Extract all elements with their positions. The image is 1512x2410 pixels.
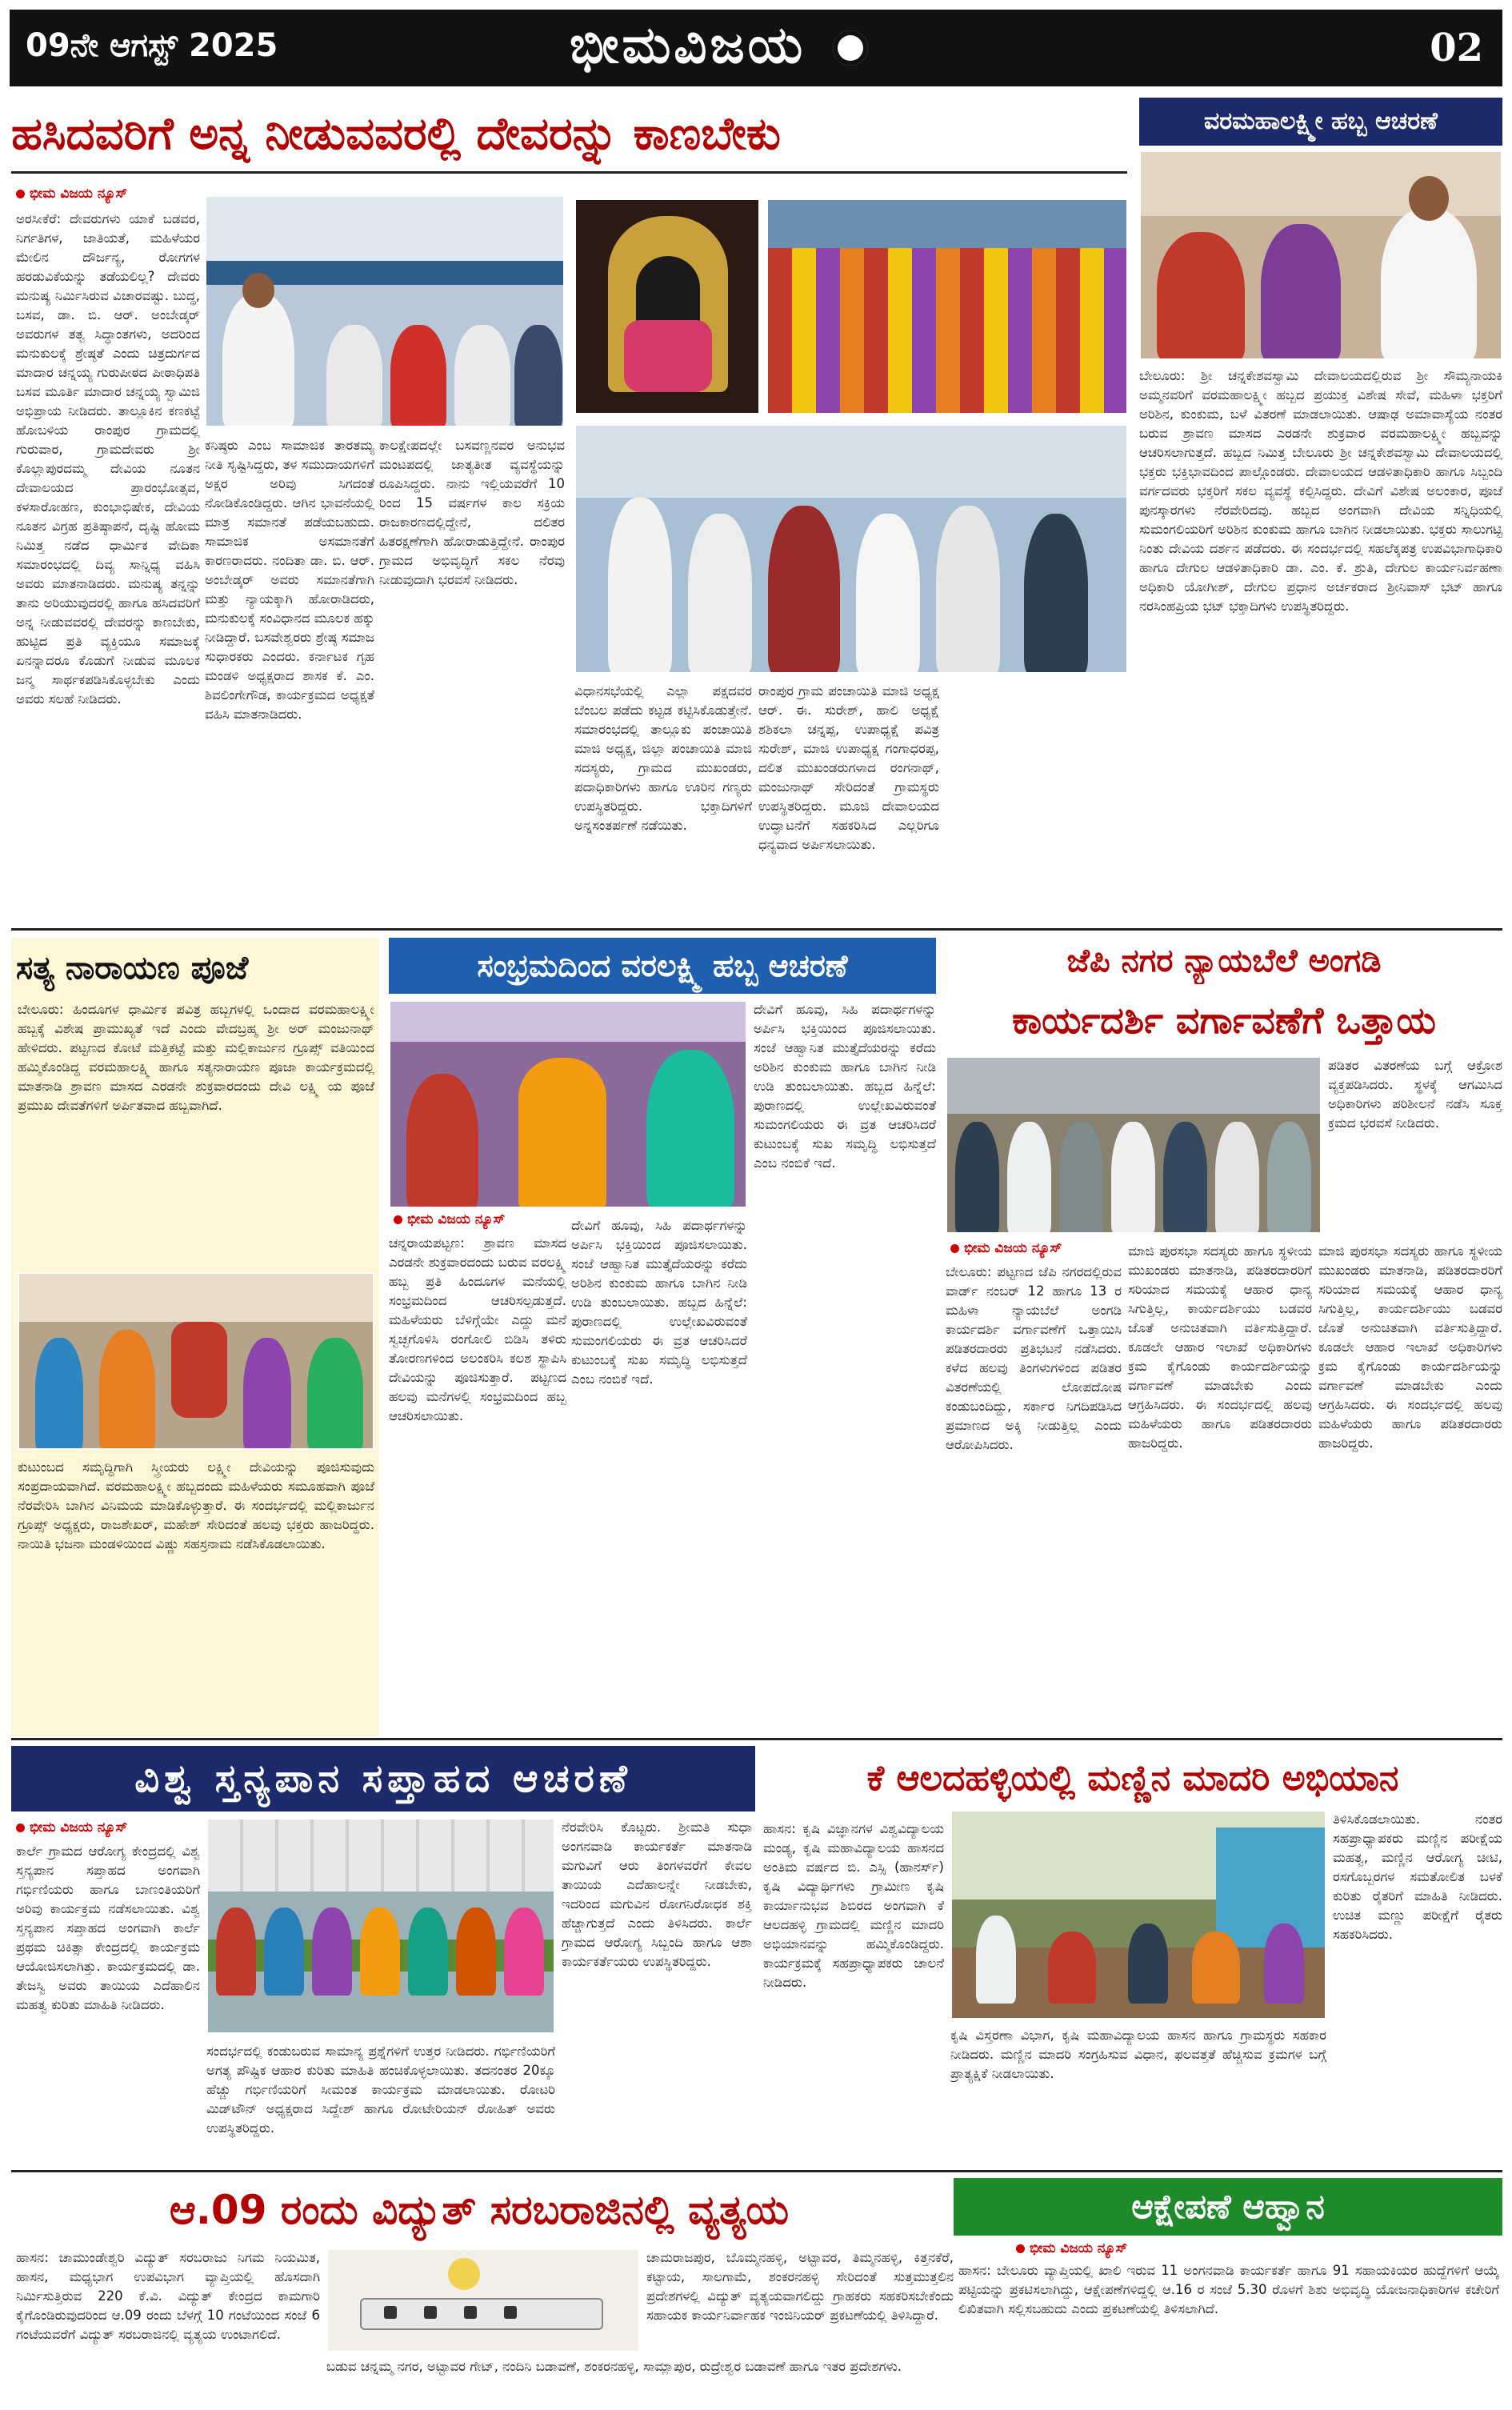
story6-col2: ನೆರವೇರಿಸಿ ಕೊಟ್ಟರು. ಶ್ರೀಮತಿ ಸುಧಾ ಅಂಗನವಾಡಿ ಕಾರ್ಯಕರ್ತೆ ಮಾತನಾಡಿ ಮಗುವಿಗೆ ಆರು ತಿಂಗಳವರೆಗೆ ಕೇವಲ ತಾಯಿಯ ಎದೆಹಾಲನ್ನೇ ನೀಡಬೇಕು, ಇದರಿಂದ ಮಗುವಿನ ರೋಗನಿರೋಧಕ ಶಕ್ತಿ ಹೆಚ್ಚಾಗುತ್ತದೆ ಎಂದು ತಿಳಿಸಿದರು. ಕಾರ್ಲೆ ಗ್ರಾಮದ ಆರೋಗ್ಯ ಸಿಬ್ಬಂದಿ ಹಾಗೂ ಆಶಾ ಕಾರ್ಯಕರ್ತೆಯರು ಉಪಸ್ಥಿತರಿದ್ದರು.	[562, 1820, 752, 1969]
story7-bottom: ಕೃಷಿ ವಿಸ್ತರಣಾ ವಿಭಾಗ, ಕೃಷಿ ಮಹಾವಿದ್ಯಾಲಯ ಹಾಸನ ಹಾಗೂ ಗ್ರಾಮಸ್ಥರು ಸಹಕಾರ ನೀಡಿದರು. ಮಣ್ಣಿನ ಮಾದರಿ ಸಂಗ್ರಹಿಸುವ ವಿಧಾನ, ಫಲವತ್ತತೆ ಹೆಚ್ಚಿಸುವ ಕ್ರಮಗಳ ಬಗ್ಗೆ ಪ್ರಾತ್ಯಕ್ಷಿಕೆ ನೀಡಲಾಯಿತು.	[950, 2028, 1326, 2081]
page-number: 02	[1430, 26, 1483, 70]
story5-col3: ಮಾಜಿ ಪುರಸಭಾ ಸದಸ್ಯರು ಹಾಗೂ ಸ್ಥಳೀಯ ಮುಖಂಡರು ಮಾತನಾಡಿ, ಪಡಿತರದಾರರಿಗೆ ಸರಿಯಾದ ಸಮಯಕ್ಕೆ ಆಹಾರ ಧಾನ್ಯ ಸಿಗುತ್ತಿಲ್ಲ, ಕಾರ್ಯದರ್ಶಿಯು ಬಡವರ ಜೊತೆ ಅನುಚಿತವಾಗಿ ವರ್ತಿಸುತ್ತಿದ್ದಾರೆ. ಕೂಡಲೇ ಆಹಾರ ಇಲಾಖೆ ಅಧಿಕಾರಿಗಳು ಕ್ರಮ ಕೈಗೊಂಡು ಕಾರ್ಯದರ್ಶಿಯನ್ನು ವರ್ಗಾವಣೆ ಮಾಡಬೇಕು ಎಂದು ಆಗ್ರಹಿಸಿದರು. ಈ ಸಂದರ್ಭದಲ್ಲಿ ಹಲವು ಮಹಿಳೆಯರು ಹಾಗೂ ಪಡಿತರದಾರರು ಹಾಜರಿದ್ದರು.	[1318, 1243, 1502, 1451]
newspaper-name	[570, 16, 874, 75]
section-rule-3	[11, 2170, 1502, 2172]
story1-photo-crowd	[766, 198, 1128, 414]
byline-label: ಭೀಮ ವಿಜಯ ನ್ಯೂಸ್	[964, 1240, 1062, 1256]
story7-headline: ಕೆ ಆಲದಹಳ್ಳಿಯಲ್ಲಿ ಮಣ್ಣಿನ ಮಾದರಿ ಅಭಿಯಾನ	[866, 1758, 1399, 1799]
bullet-icon	[16, 1824, 25, 1832]
story8-strip: ಬಡುವ ಚನ್ನಮ್ಮ ನಗರ, ಅಟ್ಟಾವರ ಗೇಟ್, ನಂದಿನಿ ಬಡಾವಣೆ, ಶಂಕರನಹಳ್ಳಿ, ಸಾಮ್ಲಾಪುರ, ರುದ್ರೇಶ್ವರ ಬಡಾವಣೆ ಹಾಗೂ ಇತರ ಪ್ರದೇಶಗಳು.	[326, 2359, 902, 2374]
story1-col4: ವಿಧಾನಸಭೆಯಲ್ಲಿ ಎಲ್ಲಾ ಪಕ್ಷದವರ ಬೆಂಬಲ ಪಡೆದು ಕಟ್ಟಡ ಕಟ್ಟಿಸಿಕೊಡುತ್ತೇನೆ. ಸಮಾರಂಭದಲ್ಲಿ ತಾಲ್ಲೂಕು ಪಂಚಾಯಿತಿ ಮಾಜಿ ಅಧ್ಯಕ್ಷ, ಜಿಲ್ಲಾ ಪಂಚಾಯಿತಿ ಮಾಜಿ ಸದಸ್ಯರು, ಗ್ರಾಮದ ಮುಖಂಡರು, ಪದಾಧಿಕಾರಿಗಳು ಹಾಗೂ ಊರಿನ ಗಣ್ಯರು ಉಪಸ್ಥಿತರಿದ್ದರು. ಭಕ್ತಾದಿಗಳಿಗೆ ಅನ್ನಸಂತರ್ಪಣೆ ನಡೆಯಿತು.	[574, 683, 752, 833]
byline-label: ಭೀಮ ವಿಜಯ ನ್ಯೂಸ್	[30, 1820, 128, 1836]
bullet-icon	[394, 1215, 402, 1224]
story8-col2: ಚಾಮರಾಜಪುರ, ಬೊಮ್ಮನಹಳ್ಳಿ, ಅಟ್ಟಾವರ, ತಿಮ್ಮನಹಳ್ಳಿ, ಕಿತ್ತನಕೆರೆ, ಕಟ್ಟಾಯ, ಸಾಲಗಾಮೆ, ಶಂಕರನಹಳ್ಳಿ ಸೇರಿದಂತೆ ಸುತ್ತಮುತ್ತಲಿನ ಪ್ರದೇಶಗಳಲ್ಲಿ ವಿದ್ಯುತ್ ವ್ಯತ್ಯಯವಾಗಲಿದ್ದು ಗ್ರಾಹಕರು ಸಹಕರಿಸಬೇಕೆಂದು ಸಹಾಯಕ ಕಾರ್ಯನಿರ್ವಾಹಕ ಇಂಜಿನಿಯರ್ ಪ್ರಕಟಣೆಯಲ್ಲಿ ತಿಳಿಸಿದ್ದಾರೆ.	[646, 2250, 954, 2323]
story1-photo-felicitation	[574, 424, 1128, 674]
bullet-icon	[16, 190, 25, 198]
byline-label: ಭೀಮ ವಿಜಯ ನ್ಯೂಸ್	[407, 1211, 506, 1227]
bullet-icon	[950, 1244, 959, 1253]
story3-headline: ಸತ್ಯ ನಾರಾಯಣ ಪೂಜೆ	[16, 950, 249, 987]
story1-col3: ಕಾಲಕ್ಷೇಪದಲ್ಲೇ ಬಸವಣ್ಣನವರ ಅನುಭವ ಮಂಟಪದಲ್ಲಿ ಜಾತ್ಯತೀತ ವ್ಯವಸ್ಥೆಯನ್ನು ರೂಪಿಸಿದ್ದರು. ನಾನು ಇಲ್ಲಿಯವರೆಗೆ 10 ರಿಂದ 15 ವರ್ಷಗಳ ಕಾಲ ಸಕ್ರಿಯ ರಾಜಕಾರಣದಲ್ಲಿದ್ದೇನೆ, ದಲಿತರ ಹಿತರಕ್ಷಣೆಗಾಗಿ ಹೋರಾಡುತ್ತಿದ್ದೇನೆ. ರಾಂಪುರ ಗ್ರಾಮದ ಅಭಿವೃದ್ಧಿಗೆ ಸಕಲ ನೆರವು ನೀಡುವುದಾಗಿ ಭರವಸೆ ನೀಡಿದರು.	[379, 438, 565, 587]
story1-byline	[16, 186, 127, 202]
story2-body: ಬೇಲೂರು: ಶ್ರೀ ಚನ್ನಕೇಶವಸ್ವಾಮಿ ದೇವಾಲಯದಲ್ಲಿರುವ ಶ್ರೀ ಸೌಮ್ಯನಾಯಕಿ ಅಮ್ಮನವರಿಗೆ ವರಮಹಾಲಕ್ಷ್ಮೀ ಹಬ್ಬದ ಪ್ರಯುಕ್ತ ವಿಶೇಷ ಸೇವೆ, ಮಹಿಳಾ ಭಕ್ತರಿಗೆ ಅರಿಶಿನ, ಕುಂಕುಮ, ಬಳೆ ವಿತರಣೆ ಮಾಡಲಾಯಿತು. ಆಷಾಢ ಅಮಾವಾಸ್ಯೆಯ ನಂತರ ಬರುವ ಶ್ರಾವಣ ಮಾಸದ ಎರಡನೇ ಶುಕ್ರವಾರ ವರಮಹಾಲಕ್ಷ್ಮೀ ಹಬ್ಬವನ್ನು ಆಚರಿಸಲಾಗುತ್ತದೆ. ಹಬ್ಬದ ನಿಮಿತ್ತ ಬೇಲೂರು ಶ್ರೀ ಚನ್ನಕೇಶವಸ್ವಾಮಿ ದೇವಾಲಯದಲ್ಲಿ ಭಕ್ತರು ಭಕ್ತಿಭಾವದಿಂದ ಪಾಲ್ಗೊಂಡರು. ದೇವಾಲಯದ ಆಡಳಿತಾಧಿಕಾರಿ ಹಾಗೂ ಸಿಬ್ಬಂದಿ ವರ್ಗದವರು ಭಕ್ತರಿಗೆ ಸಕಲ ವ್ಯವಸ್ಥೆ ಕಲ್ಪಿಸಿದ್ದರು. ದೇವಿಗೆ ವಿಶೇಷ ಅಲಂಕಾರ, ಪೂಜೆ ಪುನಸ್ಕಾರಗಳು ನೆರವೇರಿದವು. ಹಬ್ಬದ ಅಂಗವಾಗಿ ದೇವಿಯ ಸನ್ನಿಧಿಯಲ್ಲಿ ಸುಮಂಗಲಿಯರಿಗೆ ಅರಿಶಿನ ಕುಂಕುಮ ಹಾಗೂ ಬಾಗಿನ ನೀಡಲಾಯಿತು. ಭಕ್ತರು ಸಾಲುಗಟ್ಟಿ ನಿಂತು ದೇವಿಯ ದರ್ಶನ ಪಡೆದರು. ಈ ಸಂದರ್ಭದಲ್ಲಿ ಸಹಲೆಕ್ಕಪತ್ರ ಉಪವಿಭಾಗಾಧಿಕಾರಿ ಹಾಗೂ ದೇಗುಲ ಆಡಳಿತಾಧಿಕಾರಿ ಡಾ. ಎಂ. ಕೆ. ಶ್ರುತಿ, ದೇಗುಲ ಕಾರ್ಯನಿರ್ವಹಣಾ ಅಧಿಕಾರಿ ಯೋಗೀಶ್, ದೇಗುಲ ಪ್ರಧಾನ ಅರ್ಚಕರಾದ ಶ್ರೀನಿವಾಸ್ ಭಟ್ ಹಾಗೂ ನರಸಿಂಹಪ್ರಿಯ ಭಟ್ ಭಕ್ತಾದಿಗಳು ಉಪಸ್ಥಿತರಿದ್ದರು.	[1139, 368, 1502, 614]
newspaper-name-text: ಭೀಮವಿಜಯ	[570, 16, 806, 75]
story1-col2: ಕನಿಷ್ಠರು ಎಂಬ ಸಾಮಾಜಿಕ ತಾರತಮ್ಯ ನೀತಿ ಸೃಷ್ಟಿಸಿದ್ದರು, ತಳ ಸಮುದಾಯಗಳಿಗೆ ಅಕ್ಷರ ಅರಿವು ಸಿಗದಂತೆ ನೋಡಿಕೊಂಡಿದ್ದರು. ಆಗಿನ ಭಾವನೆಯಲ್ಲಿ ಮಾತ್ರ ಸಮಾನತೆ ಪಡೆಯಬಹುದು. ಸಾಮಾಜಿಕ ಅಸಮಾನತೆಗೆ ಕಾರಣರಾದರು. ನಂದಿತಾ ಡಾ. ಬಿ. ಆರ್. ಅಂಬೇಡ್ಕರ್ ಅವರು ಸಮಾನತೆಗಾಗಿ ಮತ್ತು ನ್ಯಾಯಕ್ಕಾಗಿ ಹೋರಾಡಿದರು, ಮನುಕುಲಕ್ಕೆ ಸಂವಿಧಾನದ ಮೂಲಕ ಹಕ್ಕು ನೀಡಿದ್ದಾರೆ. ಬಸವೇಶ್ವರರು ಶ್ರೇಷ್ಠ ಸಮಾಜ ಸುಧಾರಕರು ಎಂದರು. ಕರ್ನಾಟಕ ಗೃಹ ಮಂಡಳಿ ಅಧ್ಯಕ್ಷರಾದ ಶಾಸಕ ಕೆ. ಎಂ. ಶಿವಲಿಂಗೇಗೌಡ, ಕಾರ್ಯಕ್ರಮದ ಅಧ್ಯಕ್ಷತೆ ವಹಿಸಿ ಮಾತನಾಡಿದರು.	[205, 438, 374, 722]
story1-photo-deity	[574, 198, 760, 414]
section-rule-1	[11, 928, 1502, 931]
story6-byline	[16, 1820, 127, 1836]
story4-headline: ಸಂಭ್ರಮದಿಂದ ವರಲಕ್ಷ್ಮಿ ಹಬ್ಬ ಆಚರಣೆ	[389, 938, 936, 994]
story5-col1: ಬೇಲೂರು: ಪಟ್ಟಣದ ಜೆಪಿ ನಗರದಲ್ಲಿರುವ ವಾರ್ಡ್ ನಂಬರ್ 12 ಹಾಗೂ 13 ರ ಮಹಿಳಾ ನ್ಯಾಯಬೆಲೆ ಅಂಗಡಿ ಕಾರ್ಯದರ್ಶಿ ವರ್ಗಾವಣೆಗೆ ಒತ್ತಾಯಿಸಿ ಪಡಿತರದಾರರು ಪ್ರತಿಭಟನೆ ನಡೆಸಿದರು. ಕಳೆದ ಹಲವು ತಿಂಗಳುಗಳಿಂದ ಪಡಿತರ ವಿತರಣೆಯಲ್ಲಿ ಲೋಪದೋಷ ಕಂಡುಬಂದಿದ್ದು, ಸರ್ಕಾರ ನಿಗದಿಪಡಿಸಿದ ಪ್ರಮಾಣದ ಅಕ್ಕಿ ನೀಡುತ್ತಿಲ್ಲ ಎಂದು ಆರೋಪಿಸಿದರು.	[946, 1264, 1122, 1452]
story4-photo	[389, 1000, 747, 1208]
story4-col1: ಚನ್ನರಾಯಪಟ್ಟಣ: ಶ್ರಾವಣ ಮಾಸದ ಎರಡನೇ ಶುಕ್ರವಾರದಂದು ಬರುವ ವರಲಕ್ಷ್ಮಿ ಹಬ್ಬ ಪ್ರತಿ ಹಿಂದೂಗಳ ಮನೆಯಲ್ಲಿ ಸಂಭ್ರಮದಿಂದ ಆಚರಿಸಲ್ಪಡುತ್ತದೆ. ಮಹಿಳೆಯರು ಬೆಳಿಗ್ಗೆಯೇ ಎದ್ದು ಮನೆ ಸ್ವಚ್ಛಗೊಳಿಸಿ ರಂಗೋಲಿ ಬಿಡಿಸಿ ತಳಿರು ತೋರಣಗಳಿಂದ ಅಲಂಕರಿಸಿ ಕಲಶ ಸ್ಥಾಪಿಸಿ ದೇವಿಯನ್ನು ಪೂಜಿಸುತ್ತಾರೆ. ಪಟ್ಟಣದ ಹಲವು ಮನೆಗಳಲ್ಲಿ ಸಂಭ್ರಮದಿಂದ ಹಬ್ಬ ಆಚರಿಸಲಾಯಿತು.	[389, 1235, 566, 1423]
story1-headline: ಹಸಿದವರಿಗೆ ಅನ್ನ ನೀಡುವವರಲ್ಲಿ ದೇವರನ್ನು ಕಾಣಬೇಕು	[11, 108, 781, 160]
story5-byline	[950, 1240, 1062, 1256]
bullet-icon	[1016, 2244, 1025, 2253]
story4-byline	[394, 1211, 505, 1227]
story2-headline: ವರಮಹಾಲಕ್ಷ್ಮೀ ಹಬ್ಬ ಆಚರಣೆ	[1139, 98, 1502, 146]
story5-headline-line2: ಕಾರ್ಯದರ್ಶಿ ವರ್ಗಾವಣೆಗೆ ಒತ್ತಾಯ	[1012, 999, 1436, 1042]
byline-label: ಭೀಮ ವಿಜಯ ನ್ಯೂಸ್	[30, 186, 128, 202]
story8-col1: ಹಾಸನ: ಚಾಮುಂಡೇಶ್ವರಿ ವಿದ್ಯುತ್ ಸರಬರಾಜು ನಿಗಮ ನಿಯಮಿತ, ಹಾಸನ, ಮಧ್ಯಭಾಗ ಉಪವಿಭಾಗ ವ್ಯಾಪ್ತಿಯಲ್ಲಿ ಹೊಸದಾಗಿ ನಿರ್ಮಿಸುತ್ತಿರುವ 220 ಕೆ.ವಿ. ವಿದ್ಯುತ್ ಕೇಂದ್ರದ ಕಾಮಗಾರಿ ಕೈಗೊಂಡಿರುವುದರಿಂದ ಆ.09 ರಂದು ಬೆಳಗ್ಗೆ 10 ಗಂಟೆಯಿಂದ ಸಂಜೆ 6 ಗಂಟೆಯವರೆಗೆ ವಿದ್ಯುತ್ ಸರಬರಾಜಿನಲ್ಲಿ ವ್ಯತ್ಯಯ ಉಂಟಾಗಲಿದೆ.	[16, 2250, 320, 2342]
story5-top: ಪಡಿತರ ವಿತರಣೆಯ ಬಗ್ಗೆ ಆಕ್ರೋಶ ವ್ಯಕ್ತಪಡಿಸಿದರು. ಸ್ಥಳಕ್ಕೆ ಆಗಮಿಸಿದ ಅಧಿಕಾರಿಗಳು ಪರಿಶೀಲನೆ ನಡೆಸಿ ಸೂಕ್ತ ಕ್ರಮದ ಭರವಸೆ ನೀಡಿದರು.	[1328, 1058, 1502, 1131]
story3-body2: ಕುಟುಂಬದ ಸಮೃದ್ಧಿಗಾಗಿ ಸ್ತ್ರೀಯರು ಲಕ್ಷ್ಮೀ ದೇವಿಯನ್ನು ಪೂಜಿಸುವುದು ಸಂಪ್ರದಾಯವಾಗಿದೆ. ವರಮಹಾಲಕ್ಷ್ಮೀ ಹಬ್ಬದಂದು ಮಹಿಳೆಯರು ಸಮೂಹವಾಗಿ ಪೂಜೆ ನೆರವೇರಿಸಿ ಬಾಗಿನ ವಿನಿಮಯ ಮಾಡಿಕೊಳ್ಳುತ್ತಾರೆ. ಈ ಸಂದರ್ಭದಲ್ಲಿ ಮಲ್ಲಿಕಾರ್ಜುನ ಗ್ರೂಪ್ಸ್ ಅಧ್ಯಕ್ಷರು, ರಾಜಶೇಖರ್, ಮಹೇಶ್ ಸೇರಿದಂತೆ ಹಲವು ಭಕ್ತರು ಹಾಜರಿದ್ದರು. ನಾಯಿತಿ ಭಜನಾ ಮಂಡಳಿಯಿಂದ ವಿಷ್ಣು ಸಹಸ್ರನಾಮ ನಡೆಸಿಕೊಡಲಾಯಿತು.	[18, 1459, 374, 1551]
chakra-logo-icon	[833, 30, 868, 66]
story6-col1: ಕಾರ್ಲೆ ಗ್ರಾಮದ ಆರೋಗ್ಯ ಕೇಂದ್ರದಲ್ಲಿ ವಿಶ್ವ ಸ್ತನ್ಯಪಾನ ಸಪ್ತಾಹದ ಅಂಗವಾಗಿ ಗರ್ಭಿಣಿಯರು ಹಾಗೂ ಬಾಣಂತಿಯರಿಗೆ ಅರಿವು ಕಾರ್ಯಕ್ರಮ ನಡೆಸಲಾಯಿತು. ವಿಶ್ವ ಸ್ತನ್ಯಪಾನ ಸಪ್ತಾಹದ ಅಂಗವಾಗಿ ಕಾರ್ಲೆ ಪ್ರಥಮ ಚಿಕಿತ್ಸಾ ಕೇಂದ್ರದಲ್ಲಿ ಕಾರ್ಯಕ್ರಮ ಆಯೋಜಿಸಲಾಗಿತ್ತು. ಕಾರ್ಯಕ್ರಮದಲ್ಲಿ ಡಾ. ತೇಜಸ್ವಿ ಅವರು ತಾಯಿಯ ಎದೆಹಾಲಿನ ಮಹತ್ವ ಕುರಿತು ಮಾಹಿತಿ ನೀಡಿದರು.	[16, 1844, 200, 2012]
story2-photo	[1139, 150, 1502, 360]
story4-col2: ದೇವಿಗೆ ಹೂವು, ಸಿಹಿ ಪದಾರ್ಥಗಳನ್ನು ಅರ್ಪಿಸಿ ಭಕ್ತಿಯಿಂದ ಪೂಜಿಸಲಾಯಿತು. ಸಂಜೆ ಆಹ್ವಾನಿತ ಮುತ್ತೈದೆಯರನ್ನು ಕರೆದು ಅರಿಶಿನ ಕುಂಕುಮ ಹಾಗೂ ಬಾಗಿನ ನೀಡಿ ಉಡಿ ತುಂಬಲಾಯಿತು. ಹಬ್ಬದ ಹಿನ್ನೆಲೆ: ಪುರಾಣದಲ್ಲಿ ಉಲ್ಲೇಖವಿರುವಂತೆ ಸುಮಂಗಲಿಯರು ಈ ವ್ರತ ಆಚರಿಸಿದರೆ ಕುಟುಂಬಕ್ಕೆ ಸುಖ ಸಮೃದ್ಧಿ ಲಭಿಸುತ್ತದೆ ಎಂಬ ನಂಬಿಕೆ ಇದೆ.	[571, 1218, 747, 1387]
story6-photo	[206, 1818, 555, 2034]
story4-col3: ದೇವಿಗೆ ಹೂವು, ಸಿಹಿ ಪದಾರ್ಥಗಳನ್ನು ಅರ್ಪಿಸಿ ಭಕ್ತಿಯಿಂದ ಪೂಜಿಸಲಾಯಿತು. ಸಂಜೆ ಆಹ್ವಾನಿತ ಮುತ್ತೈದೆಯರನ್ನು ಕರೆದು ಅರಿಶಿನ ಕುಂಕುಮ ಹಾಗೂ ಬಾಗಿನ ನೀಡಿ ಉಡಿ ತುಂಬಲಾಯಿತು. ಹಬ್ಬದ ಹಿನ್ನೆಲೆ: ಪುರಾಣದಲ್ಲಿ ಉಲ್ಲೇಖವಿರುವಂತೆ ಸುಮಂಗಲಿಯರು ಈ ವ್ರತ ಆಚರಿಸಿದರೆ ಕುಟುಂಬಕ್ಕೆ ಸುಖ ಸಮೃದ್ಧಿ ಲಭಿಸುತ್ತದೆ ಎಂಬ ನಂಬಿಕೆ ಇದೆ.	[754, 1002, 936, 1171]
section-rule-2	[11, 1738, 1502, 1740]
power-cut-illustration	[326, 2248, 640, 2352]
story5-col2: ಮಾಜಿ ಪುರಸಭಾ ಸದಸ್ಯರು ಹಾಗೂ ಸ್ಥಳೀಯ ಮುಖಂಡರು ಮಾತನಾಡಿ, ಪಡಿತರದಾರರಿಗೆ ಸರಿಯಾದ ಸಮಯಕ್ಕೆ ಆಹಾರ ಧಾನ್ಯ ಸಿಗುತ್ತಿಲ್ಲ, ಕಾರ್ಯದರ್ಶಿಯು ಬಡವರ ಜೊತೆ ಅನುಚಿತವಾಗಿ ವರ್ತಿಸುತ್ತಿದ್ದಾರೆ. ಕೂಡಲೇ ಆಹಾರ ಇಲಾಖೆ ಅಧಿಕಾರಿಗಳು ಕ್ರಮ ಕೈಗೊಂಡು ಕಾರ್ಯದರ್ಶಿಯನ್ನು ವರ್ಗಾವಣೆ ಮಾಡಬೇಕು ಎಂದು ಆಗ್ರಹಿಸಿದರು. ಈ ಸಂದರ್ಭದಲ್ಲಿ ಹಲವು ಮಹಿಳೆಯರು ಹಾಗೂ ಪಡಿತರದಾರರು ಹಾಜರಿದ್ದರು.	[1128, 1243, 1312, 1451]
story5-photo	[946, 1056, 1322, 1234]
story8-headline: ಆ.09 ರಂದು ವಿದ್ಯುತ್ ಸರಬರಾಜಿನಲ್ಲಿ ವ್ಯತ್ಯಯ	[169, 2187, 790, 2233]
story9-body: ಹಾಸನ: ಬೇಲೂರು ವ್ಯಾಪ್ತಿಯಲ್ಲಿ ಖಾಲಿ ಇರುವ 11 ಅಂಗನವಾಡಿ ಕಾರ್ಯಕರ್ತೆ ಹಾಗೂ 91 ಸಹಾಯಕಿಯರ ಹುದ್ದೆಗಳಿಗೆ ಆಯ್ಕೆ ಪಟ್ಟಿಯನ್ನು ಪ್ರಕಟಿಸಲಾಗಿದ್ದು, ಆಕ್ಷೇಪಣೆಗಳಿದ್ದಲ್ಲಿ ಆ.16 ರ ಸಂಜೆ 5.30 ರೊಳಗೆ ಶಿಶು ಅಭಿವೃದ್ಧಿ ಯೋಜನಾಧಿಕಾರಿಗಳ ಕಚೇರಿಗೆ ಲಿಖಿತವಾಗಿ ಸಲ್ಲಿಸಬಹುದು ಎಂದು ಪ್ರಕಟಣೆಯಲ್ಲಿ ತಿಳಿಸಲಾಗಿದೆ.	[958, 2263, 1499, 2316]
byline-label: ಭೀಮ ವಿಜಯ ನ್ಯೂಸ್	[1030, 2240, 1128, 2256]
story6-headline: ವಿಶ್ವ ಸ್ತನ್ಯಪಾನ ಸಪ್ತಾಹದ ಆಚರಣೆ	[11, 1746, 755, 1812]
story7-col1: ಹಾಸನ: ಕೃಷಿ ವಿಜ್ಞಾನಗಳ ವಿಶ್ವವಿದ್ಯಾಲಯ ಮಂಡ್ಯ, ಕೃಷಿ ಮಹಾವಿದ್ಯಾಲಯ ಹಾಸನದ ಅಂತಿಮ ವರ್ಷದ ಬಿ. ಎಸ್ಸಿ (ಹಾನರ್ಸ್) ಕೃಷಿ ವಿದ್ಯಾರ್ಥಿಗಳು ಗ್ರಾಮೀಣ ಕೃಷಿ ಕಾರ್ಯಾನುಭವ ಶಿಬಿರದ ಅಂಗವಾಗಿ ಕೆ ಆಲದಹಳ್ಳಿ ಗ್ರಾಮದಲ್ಲಿ ಮಣ್ಣಿನ ಮಾದರಿ ಅಭಿಯಾನವನ್ನು ಹಮ್ಮಿಕೊಂಡಿದ್ದರು. ಕಾರ್ಯಕ್ರಮಕ್ಕೆ ಸಹಪ್ರಾಧ್ಯಾಪಕರು ಚಾಲನೆ ನೀಡಿದರು.	[763, 1821, 944, 1990]
story1-col1: ಅರಸೀಕೆರೆ: ದೇವರುಗಳು ಯಾಕೆ ಬಡವರ, ನಿರ್ಗತಿಗಳ, ಜಾತಿಯತೆ, ಮಹಿಳೆಯರ ಮೇಲಿನ ದೌರ್ಜನ್ಯ, ರೋಗಗಳ ಹರಡುವಿಕೆಯನ್ನು ತಡೆಯಲಿಲ್ಲ? ದೇವರು ಮನುಷ್ಯ ನಿರ್ಮಿಸಿರುವ ವಿಚಾರವಷ್ಟು. ಬುದ್ಧ, ಬಸವ, ಡಾ. ಬಿ. ಆರ್. ಅಂಬೇಡ್ಕರ್ ಅವರುಗಳ ತತ್ವ ಸಿದ್ಧಾಂತಗಳು, ಅದರಿಂದ ಮನುಕುಲಕ್ಕೆ ಶ್ರೇಷ್ಠತೆ ಎಂದು ಚಿತ್ರದುರ್ಗದ ಮಾದಾರ ಚನ್ನಯ್ಯ ಗುರುಪೀಠದ ಪೀಠಾಧಿಪತಿ ಬಸವ ಮೂರ್ತಿ ಮಾದಾರ ಚನ್ನಯ್ಯ ಸ್ವಾಮಿಜಿ ಅಭಿಪ್ರಾಯ ನೀಡಿದರು. ತಾಲ್ಲೂಕಿನ ಕಣಕಟ್ಟೆ ಹೋಬಳಿಯ ರಾಂಪುರ ಗ್ರಾಮದಲ್ಲಿ ಗುರುವಾರ, ಗ್ರಾಮದೇವರು ಶ್ರೀ ಕೊಲ್ಲಾಪುರದಮ್ಮ ದೇವಿಯ ನೂತನ ದೇವಾಲಯದ ಪ್ರಾರಂಭೋತ್ಸವ, ಕಳಸಾರೋಹಣ, ಕುಂಭಾಭಿಷೇಕ, ದೇವಿಯ ನೂತನ ವಿಗ್ರಹ ಪ್ರತಿಷ್ಠಾಪನೆ, ದೃಷ್ಟಿ ಹೋಮ ನಿಮಿತ್ತ ನಡೆದ ಧಾರ್ಮಿಕ ವೇದಿಕಾ ಸಮಾರಂಭದಲ್ಲಿ ದಿವ್ಯ ಸಾನ್ನಿಧ್ಯ ವಹಿಸಿ ಅವರು ಮಾತನಾಡಿದರು. ಮನುಷ್ಯ ತನ್ನನ್ನು ತಾನು ಅರಿಯುವುದರಲ್ಲಿ ಹಾಗೂ ಹಸಿದವರಿಗೆ ಅನ್ನ ನೀಡುವವರಲ್ಲಿ ದೇವರನ್ನು ಕಾಣಬೇಕು, ಹುಟ್ಟಿದ ಪ್ರತಿ ವ್ಯಕ್ತಿಯೂ ಸಮಾಜಕ್ಕೆ ಏನನ್ನಾದರೂ ಕೊಡುಗೆ ನೀಡುವ ಮೂಲಕ ಜನ್ಮ ಸಾರ್ಥಕಪಡಿಸಿಕೊಳ್ಳಬೇಕು ಎಂದು ಅವರು ಸಲಹೆ ನೀಡಿದರು.	[16, 211, 200, 707]
story1-photo-stage	[205, 195, 565, 427]
story5-headline-line1: ಜೆಪಿ ನಗರ ನ್ಯಾಯಬೆಲೆ ಅಂಗಡಿ	[1066, 943, 1382, 979]
story9-headline: ಆಕ್ಷೇಪಣೆ ಆಹ್ವಾನ	[954, 2178, 1502, 2236]
story3-photo	[18, 1272, 374, 1450]
story1-rule	[11, 171, 1127, 174]
masthead	[10, 10, 1502, 86]
issue-date: 09ನೇ ಆಗಸ್ಟ್ 2025	[26, 27, 278, 64]
story7-photo	[950, 1810, 1326, 2020]
story9-byline	[1016, 2240, 1127, 2256]
story7-col2: ತಿಳಿಸಿಕೊಡಲಾಯಿತು. ನಂತರ ಸಹಪ್ರಾಧ್ಯಾಪಕರು ಮಣ್ಣಿನ ಪರೀಕ್ಷೆಯ ಮಹತ್ವ, ಮಣ್ಣಿನ ಆರೋಗ್ಯ ಚೀಟಿ, ರಸಗೊಬ್ಬರಗಳ ಸಮತೋಲಿತ ಬಳಕೆ ಕುರಿತು ರೈತರಿಗೆ ಮಾಹಿತಿ ನೀಡಿದರು. ಉಚಿತ ಮಣ್ಣು ಪರೀಕ್ಷೆಗೆ ರೈತರು ಸಹಕರಿಸಿದರು.	[1333, 1812, 1502, 1942]
story6-bottom: ಸಂದರ್ಭದಲ್ಲಿ ಕಂಡುಬರುವ ಸಾಮಾನ್ಯ ಪ್ರಶ್ನೆಗಳಿಗೆ ಉತ್ತರ ನೀಡಿದರು. ಗರ್ಭಿಣಿಯರಿಗೆ ಅಗತ್ಯ ಪೌಷ್ಟಿಕ ಆಹಾರ ಕುರಿತು ಮಾಹಿತಿ ಹಂಚಿಕೊಳ್ಳಲಾಯಿತು. ತದನಂತರ 20ಕ್ಕೂ ಹೆಚ್ಚು ಗರ್ಭಿಣಿಯರಿಗೆ ಸೀಮಂತ ಕಾರ್ಯಕ್ರಮ ಮಾಡಲಾಯಿತು. ರೋಟರಿ ಮಿಡ್‌ಟೌನ್ ಅಧ್ಯಕ್ಷರಾದ ಸಿದ್ದೇಶ್ ಹಾಗೂ ರೋಟೇರಿಯನ್ ರೋಹಿತ್ ಅವರು ಉಪಸ್ಥಿತರಿದ್ದರು.	[206, 2044, 555, 2136]
story1-col5: ರಾಂಪುರ ಗ್ರಾಮ ಪಂಚಾಯಿತಿ ಮಾಜಿ ಅಧ್ಯಕ್ಷ ಆರ್. ಈ. ಸುರೇಶ್, ಹಾಲಿ ಅಧ್ಯಕ್ಷೆ ಶಶಿಕಲಾ ಚನ್ನಪ್ಪ, ಉಪಾಧ್ಯಕ್ಷೆ ಪವಿತ್ರ ಸುರೇಶ್, ಮಾಜಿ ಉಪಾಧ್ಯಕ್ಷ ಗಂಗಾಧರಪ್ಪ, ದಲಿತ ಮುಖಂಡರುಗಳಾದ ರಂಗನಾಥ್, ಮಂಜುನಾಥ್ ಸೇರಿದಂತೆ ಗ್ರಾಮಸ್ಥರು ಉಪಸ್ಥಿತರಿದ್ದರು. ಮೂಜಿ ದೇವಾಲಯದ ಉದ್ಘಾಟನೆಗೆ ಸಹಕರಿಸಿದ ಎಲ್ಲರಿಗೂ ಧನ್ಯವಾದ ಅರ್ಪಿಸಲಾಯಿತು.	[758, 683, 939, 852]
story3-body1: ಬೇಲೂರು: ಹಿಂದೂಗಳ ಧಾರ್ಮಿಕ ಪವಿತ್ರ ಹಬ್ಬಗಳಲ್ಲಿ ಒಂದಾದ ವರಮಹಾಲಕ್ಷ್ಮೀ ಹಬ್ಬಕ್ಕೆ ವಿಶೇಷ ಪ್ರಾಮುಖ್ಯತೆ ಇದೆ ಎಂದು ವೇದಬ್ರಹ್ಮ ಶ್ರೀ ಅರ್ ಮಂಜುನಾಥ್ ಹೇಳಿದರು. ಪಟ್ಟಣದ ಕೋಟೆ ಮತ್ತಿಕಟ್ಟೆ ಮತ್ತು ಮಲ್ಲಿಕಾರ್ಜುನ ಗ್ರೂಪ್ಸ್ ವತಿಯಿಂದ ಹಮ್ಮಿಕೊಂಡಿದ್ದ ವರಮಹಾಲಕ್ಷ್ಮಿ ಹಾಗೂ ಸತ್ಯನಾರಾಯಣ ಪೂಜಾ ಕಾರ್ಯಕ್ರಮದಲ್ಲಿ ಮಾತನಾಡಿ ಶ್ರಾವಣ ಮಾಸದ ಎರಡನೇ ಶುಕ್ರವಾರದಂದು ದೇವಿ ಲಕ್ಷ್ಮಿ ಯ ಪೂಜೆ ಪ್ರಮುಖ ದೇವತೆಗಳಿಗೆ ಅರ್ಪಿತವಾದ ಹಬ್ಬವಾಗಿದೆ.	[18, 1002, 374, 1113]
